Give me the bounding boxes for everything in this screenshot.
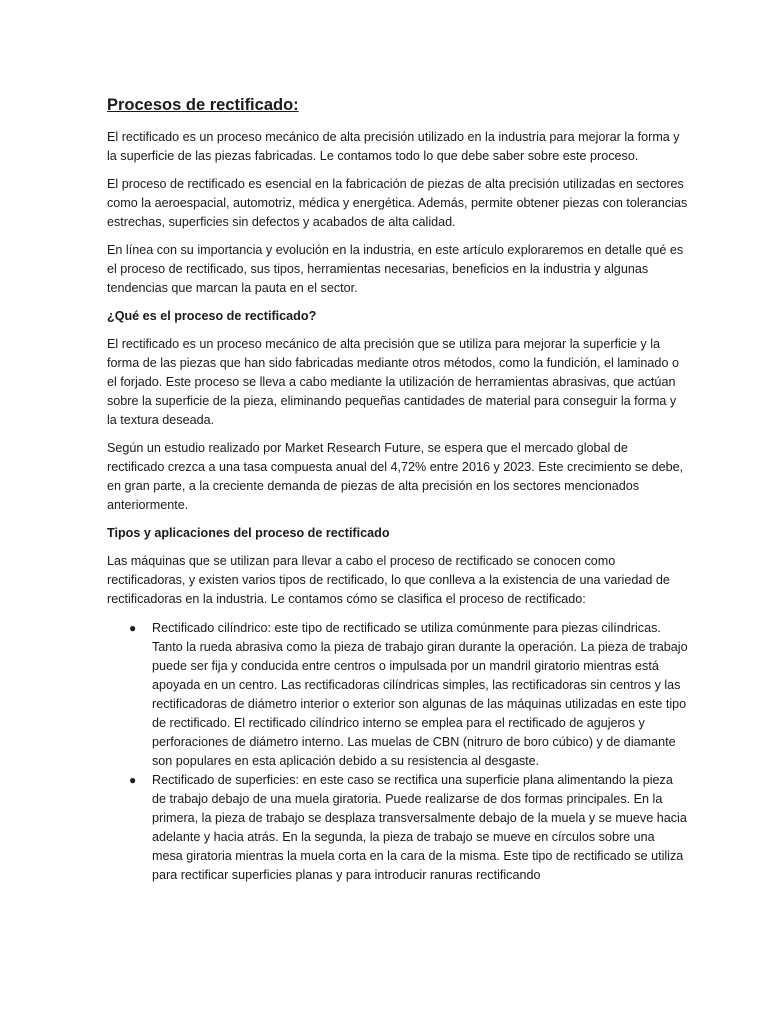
section-heading-types: Tipos y aplicaciones del proceso de rectificado bbox=[107, 526, 390, 540]
bullet-icon: ● bbox=[129, 773, 137, 787]
types-bullet-list bbox=[107, 619, 688, 885]
body-paragraph: Las máquinas que se utilizan para llevar a cabo el proceso de rectificado se conocen como rectificadoras, y existen varios tipos de rectificado, lo que conlleva a la existencia de una variedad de rectificadoras en la industria. Le contamos cómo se clasifica el proceso de rectificado: bbox=[107, 554, 670, 606]
list-item bbox=[107, 771, 688, 885]
intro-paragraph: En línea con su importancia y evolución en la industria, en este artículo exploraremos en detalle qué es el proceso de rectificado, sus tipos, herramientas necesarias, beneficios en la industria y algunas tendencias que marcan la pauta en el sector. bbox=[107, 243, 684, 295]
list-item bbox=[107, 619, 688, 771]
bullet-icon: ● bbox=[129, 621, 137, 635]
list-item-text: Rectificado cilíndrico: este tipo de rectificado se utiliza comúnmente para piezas cilíndricas. Tanto la rueda abrasiva como la pieza de trabajo giran durante la operación. La pieza de trabajo puede ser fija y conducida entre centros o impulsada por un mandril giratorio mientras está apoyada en un centro. Las rectificadoras cilíndricas simples, las rectificadoras sin centros y las rectificadoras de diámetro interior o exterior son algunas de las máquinas utilizadas en este tipo de rectificado. El rectificado cilíndrico interno se emplea para el rectificado de agujeros y perforaciones de diámetro interno. Las muelas de CBN (nitruro de boro cúbico) y de diamante son populares en esta aplicación debido a su resistencia al desgaste. bbox=[152, 621, 688, 768]
section-heading-what-is: ¿Qué es el proceso de rectificado? bbox=[107, 309, 317, 323]
body-paragraph: Según un estudio realizado por Market Research Future, se espera que el mercado global de rectificado crezca a una tasa compuesta anual del 4,72% entre 2016 y 2023. Este crecimiento se debe, en gran parte, a la creciente demanda de piezas de alta precisión en los sectores mencionados anteriormente. bbox=[107, 441, 684, 512]
body-paragraph: El rectificado es un proceso mecánico de alta precisión que se utiliza para mejorar la superficie y la forma de las piezas que han sido fabricadas mediante otros métodos, como la fundición, el laminado o el forjado. Este proceso se lleva a cabo mediante la utilización de herramientas abrasivas, que actúan sobre la superficie de la pieza, eliminando pequeñas cantidades de material para conseguir la forma y la textura deseada. bbox=[107, 337, 679, 427]
list-item-text: Rectificado de superficies: en este caso se rectifica una superficie plana alimentando la pieza de trabajo debajo de una muela giratoria. Puede realizarse de dos formas principales. En la primera, la pieza de trabajo se desplaza transversalmente debajo de la muela y se mueve hacia adelante y hacia atrás. En la segunda, la pieza de trabajo se mueve en círculos sobre una mesa giratoria mientras la muela corta en la cara de la misma. Este tipo de rectificado se utiliza para rectificar superficies planas y para introducir ranuras rectificando bbox=[152, 773, 687, 882]
intro-paragraph: El rectificado es un proceso mecánico de alta precisión utilizado en la industria para mejorar la forma y la superficie de las piezas fabricadas. Le contamos todo lo que debe saber sobre este proceso. bbox=[107, 130, 680, 163]
intro-paragraph: El proceso de rectificado es esencial en la fabricación de piezas de alta precisión utilizadas en sectores como la aeroespacial, automotriz, médica y energética. Además, permite obtener piezas con tolerancias estrechas, superficies sin defectos y acabados de alta calidad. bbox=[107, 177, 688, 229]
document-title: Procesos de rectificado: bbox=[107, 96, 299, 114]
